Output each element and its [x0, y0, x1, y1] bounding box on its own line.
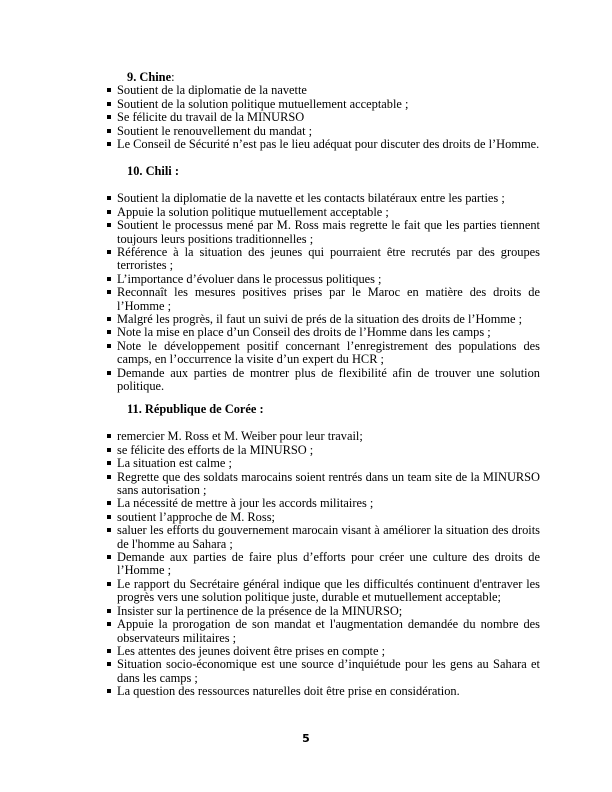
square-bullet-icon: [107, 129, 111, 133]
list-item: [106, 578, 540, 605]
list-item: [106, 84, 540, 97]
list-item: [106, 524, 540, 551]
list-item: [106, 645, 540, 658]
list-item-text: Soutient le renouvellement du mandat ;: [117, 123, 313, 138]
list-item: [106, 444, 540, 457]
section-chine: [106, 71, 540, 151]
list-item-text: se félicite des efforts de la MINURSO ;: [117, 442, 314, 457]
list-item: [106, 340, 540, 367]
square-bullet-icon: [107, 501, 111, 505]
list-item: [106, 246, 540, 273]
list-item-text: Soutient de la diplomatie de la navette: [117, 83, 307, 98]
list-item: [106, 605, 540, 618]
heading-suffix: :: [171, 70, 175, 84]
square-bullet-icon: [107, 115, 111, 119]
page-number: 5: [302, 732, 310, 745]
list-item-text: Soutient le processus mené par M. Ross mais regrette le fait que les parties tiennent toujours leurs positions traditionnelles ;: [117, 218, 540, 246]
square-bullet-icon: [107, 344, 111, 348]
bullet-list: [106, 430, 540, 698]
list-item: [106, 511, 540, 524]
list-item: [106, 618, 540, 645]
list-item-text: Les attentes des jeunes doivent être prises en compte ;: [117, 643, 386, 658]
list-item-text: remercier M. Ross et M. Weiber pour leur travail;: [117, 429, 363, 444]
square-bullet-icon: [107, 582, 111, 586]
list-item-text: Demande aux parties de faire plus d’efforts pour créer une culture des droits de l’Homme ;: [117, 550, 540, 578]
list-item-text: Reconnaît les mesures positives prises par le Maroc en matière des droits de l’Homme ;: [117, 285, 540, 313]
list-item: [106, 273, 540, 286]
square-bullet-icon: [107, 250, 111, 254]
heading-text: 9. Chine: [127, 70, 172, 84]
list-item-text: Appuie la prorogation de son mandat et l'augmentation demandée du nombre des observateurs militaires ;: [117, 617, 540, 645]
square-bullet-icon: [107, 662, 111, 666]
list-item-text: La nécessité de mettre à jour les accords militaires ;: [117, 496, 374, 511]
list-item: [106, 98, 540, 111]
list-item: [106, 658, 540, 685]
list-item: [106, 430, 540, 443]
square-bullet-icon: [107, 277, 111, 281]
list-item-text: Situation socio-économique est une source d’inquiétude pour les gens au Sahara et dans les camps ;: [117, 657, 540, 685]
square-bullet-icon: [107, 475, 111, 479]
list-item-text: Appuie la solution politique mutuellement acceptable ;: [117, 204, 389, 219]
square-bullet-icon: [107, 622, 111, 626]
list-item-text: La situation est calme ;: [117, 456, 232, 471]
list-item: [106, 138, 540, 151]
square-bullet-icon: [107, 555, 111, 559]
section-chili: [106, 165, 540, 394]
list-item: [106, 497, 540, 510]
square-bullet-icon: [107, 448, 111, 452]
section-heading: 11. République de Corée :: [127, 402, 264, 416]
list-item-text: saluer les efforts du gouvernement marocain visant à améliorer la situation des droits de l'homme au Sahara ;: [117, 523, 540, 551]
list-item: [106, 219, 540, 246]
list-item: [106, 367, 540, 394]
square-bullet-icon: [107, 649, 111, 653]
square-bullet-icon: [107, 689, 111, 693]
list-item-text: Note la mise en place d’un Conseil des droits de l’Homme dans les camps ;: [117, 325, 491, 340]
bullet-list: [106, 84, 540, 151]
list-item: [106, 286, 540, 313]
list-item: [106, 192, 540, 205]
list-item-text: Le Conseil de Sécurité n’est pas le lieu adéquat pour discuter des droits de l’Homme.: [117, 137, 540, 152]
section-heading: [127, 71, 540, 84]
square-bullet-icon: [107, 528, 111, 532]
list-item-text: Note le développement positif concernant l’enregistrement des populations des camps, en l’occurrence la visite d’un expert du HCR ;: [117, 338, 540, 367]
list-item-text: Le rapport du Secrétaire général indique que les difficultés continuent d'entraver les progrès vers une solution politique juste, durable et mutuellement acceptable;: [117, 576, 540, 605]
list-item-text: Malgré les progrès, il faut un suivi de prés de la situation des droits de l’Homme ;: [117, 312, 523, 327]
square-bullet-icon: [107, 330, 111, 334]
square-bullet-icon: [107, 210, 111, 214]
square-bullet-icon: [107, 196, 111, 200]
bullet-list: [106, 192, 540, 393]
list-item-text: L’importance d’évoluer dans le processus politiques ;: [117, 271, 382, 286]
square-bullet-icon: [107, 223, 111, 227]
square-bullet-icon: [107, 371, 111, 375]
list-item-text: Se félicite du travail de la MINURSO: [117, 110, 305, 125]
list-item-text: Insister sur la pertinence de la présence de la MINURSO;: [117, 603, 403, 618]
square-bullet-icon: [107, 461, 111, 465]
square-bullet-icon: [107, 290, 111, 294]
list-item-text: La question des ressources naturelles doit être prise en considération.: [117, 684, 460, 699]
list-item: [106, 313, 540, 326]
square-bullet-icon: [107, 102, 111, 106]
square-bullet-icon: [107, 434, 111, 438]
square-bullet-icon: [107, 609, 111, 613]
square-bullet-icon: [107, 515, 111, 519]
list-item: [106, 471, 540, 498]
section-republique-de-coree: [106, 403, 540, 699]
square-bullet-icon: [107, 88, 111, 92]
list-item-text: Regrette que des soldats marocains soient rentrés dans un team site de la MINURSO sans autorisation ;: [117, 469, 540, 498]
list-item: [106, 326, 540, 339]
square-bullet-icon: [107, 317, 111, 321]
list-item: [106, 551, 540, 578]
list-item: [106, 125, 540, 138]
section-heading: 10. Chili :: [127, 164, 179, 178]
list-item: [106, 457, 540, 470]
list-item: [106, 206, 540, 219]
list-item-text: Soutient de la solution politique mutuellement acceptable ;: [117, 96, 409, 111]
list-item-text: Demande aux parties de montrer plus de flexibilité afin de trouver une solution politique.: [117, 365, 540, 394]
list-item-text: Soutient la diplomatie de la navette et les contacts bilatéraux entre les parties ;: [117, 191, 505, 206]
list-item-text: Référence à la situation des jeunes qui pourraient être recrutés par des groupes terroristes ;: [117, 245, 540, 273]
list-item: [106, 685, 540, 698]
square-bullet-icon: [107, 142, 111, 146]
list-item: [106, 111, 540, 124]
list-item-text: soutient l’approche de M. Ross;: [117, 509, 275, 524]
